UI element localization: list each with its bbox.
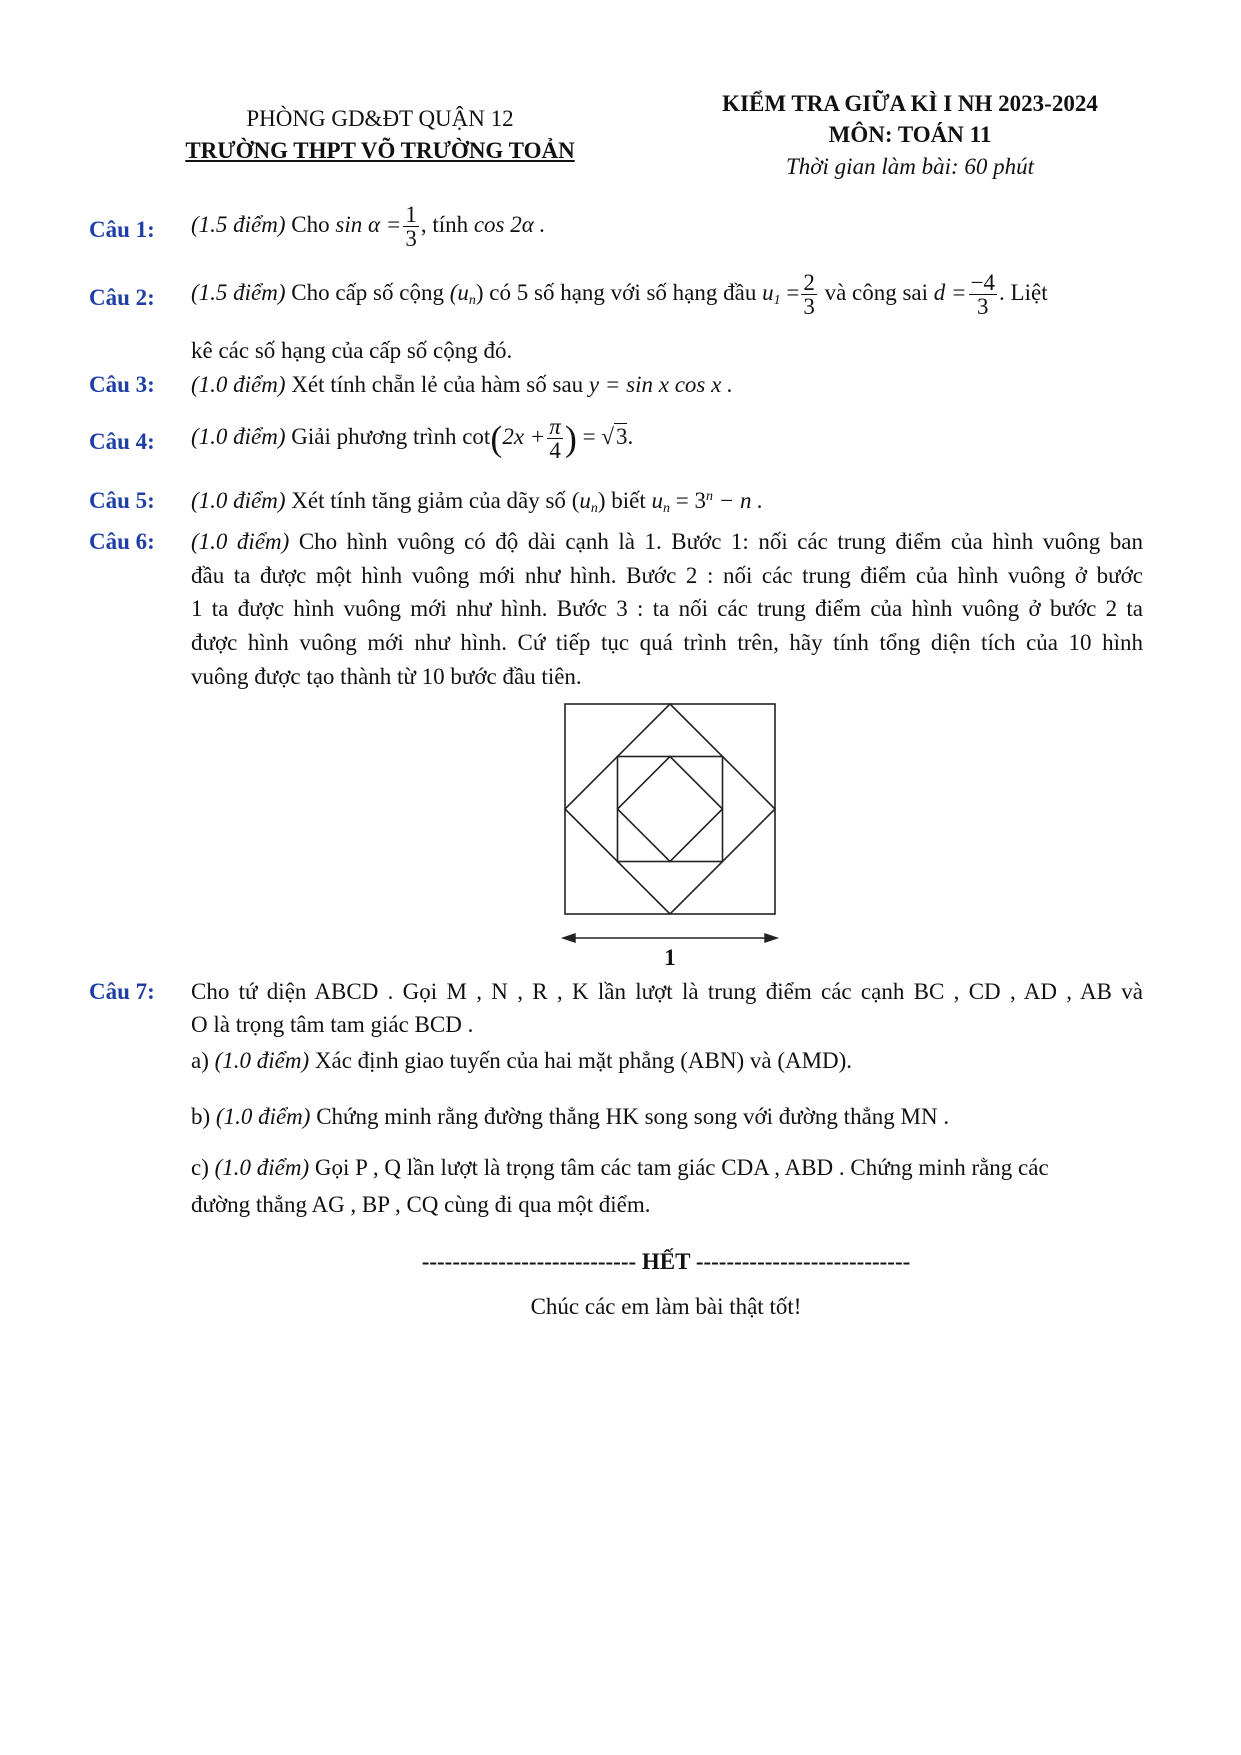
- question-7c-line-2: đường thẳng AG , BP , CQ cùng đi qua một điểm.: [191, 1192, 651, 1217]
- question-6-line-3: 1 ta được hình vuông mới như hình. Bước 3 : ta nối các trung điểm của hình vuông ở bước 2 ta: [191, 596, 1143, 621]
- question-7-label: Câu 7:: [89, 979, 155, 1004]
- department-name: PHÒNG GD&ĐT QUẬN 12: [246, 106, 514, 131]
- question-7c: c) (1.0 điểm) Gọi P , Q lần lượt là trọng tâm các tam giác CDA , ABD . Chứng minh rằng các: [191, 1155, 1049, 1180]
- question-7a: a) (1.0 điểm) Xác định giao tuyến của hai mặt phẳng (ABN) và (AMD).: [191, 1048, 853, 1073]
- square-step-3: [618, 757, 723, 862]
- question-5-label: Câu 5:: [89, 488, 155, 513]
- exam-time: Thời gian làm bài: 60 phút: [785, 154, 1035, 179]
- figure-dimension-label: 1: [664, 945, 676, 970]
- question-6-line-1: (1.0 điểm) Cho hình vuông có độ dài cạnh là 1. Bước 1: nối các trung điểm của hình vuông ban: [191, 529, 1143, 554]
- nested-squares-figure: [555, 700, 785, 970]
- arrow-left-head: [563, 934, 575, 942]
- question-6-label: Câu 6:: [89, 529, 155, 554]
- question-6-line-2: đầu ta được một hình vuông mới như hình. Bước 2 : nối các trung điểm của hình vuông ở bước: [191, 563, 1143, 588]
- question-7-line-1: Cho tứ diện ABCD . Gọi M , N , R , K lần lượt là trung điểm các cạnh BC , CD , AD , AB và: [191, 979, 1143, 1004]
- square-step-2: [618, 757, 723, 862]
- school-name: TRƯỜNG THPT VÕ TRƯỜNG TOẢN: [185, 138, 575, 163]
- question-2-text: (1.5 điểm) Cho cấp số cộng $(u_n)$ có 5 số hạng với số hạng đầu $u_1$ = $\frac{2}{3}$ và công sai d = $\frac{-4}{3}$ . Liệt: [191, 270, 1048, 319]
- exam-subject: MÔN: TOÁN 11: [828, 122, 992, 147]
- question-7b: b) (1.0 điểm) Chứng minh rằng đường thẳng HK song song với đường thẳng MN .: [191, 1104, 950, 1129]
- question-2-label: Câu 2:: [89, 285, 155, 310]
- square-step-1: [565, 704, 775, 914]
- question-3-label: Câu 3:: [89, 372, 155, 397]
- question-1-label: Câu 1:: [89, 217, 155, 242]
- arrow-right-head: [765, 934, 777, 942]
- question-6-line-5: vuông được tạo thành từ 10 bước đầu tiên.: [191, 664, 582, 689]
- question-6-line-4: được hình vuông mới như hình. Cứ tiếp tục quá trình trên, hãy tính tổng diện tích của 10 hình: [191, 630, 1143, 655]
- square-outer: [565, 704, 775, 914]
- question-4-label: Câu 4:: [89, 429, 155, 454]
- closing-wish: Chúc các em làm bài thật tốt!: [530, 1294, 802, 1319]
- exam-title: KIỂM TRA GIỮA KÌ I NH 2023-2024: [722, 91, 1098, 116]
- question-7-line-2: O là trọng tâm tam giác BCD .: [191, 1012, 474, 1037]
- question-4-text: (1.0 điểm) Giải phương trình cot(2x + $\frac{\pi}{4}$ ) = √3.: [191, 414, 634, 463]
- question-1-text: (1.5 điểm) Cho sin α = $\frac{1}{3}$ , tính cos 2α .: [191, 202, 546, 251]
- question-5-text: (1.0 điểm) Xét tính tăng giảm của dãy số $(u_n)$ biết $u_n = 3^n - n$ .: [191, 488, 764, 516]
- question-2-text-line-2: kê các số hạng của cấp số cộng đó.: [191, 338, 513, 363]
- question-3-text: (1.0 điểm) Xét tính chẵn lẻ của hàm số sau y = sin x cos x .: [191, 372, 733, 397]
- end-marker: ---------------------------- HẾT ----------------------------: [421, 1249, 911, 1274]
